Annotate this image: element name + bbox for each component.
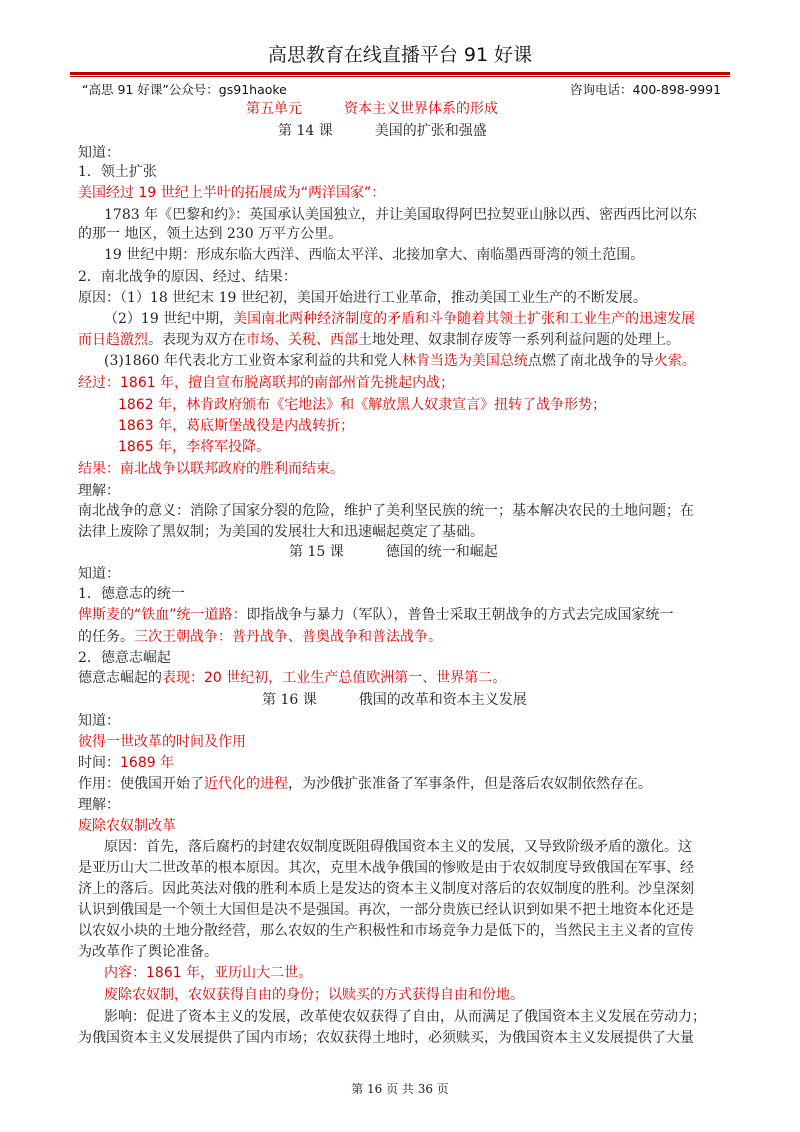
l14-para-1a: 1783 年《巴黎和约》：英国承认美国独立，并让美国取得阿巴拉契亚山脉以西、密西西比河以东	[104, 207, 698, 223]
l16-effect	[78, 774, 652, 794]
text-run-red: 火索。	[653, 353, 696, 369]
l16-reason-1: 原因：首先，落后腐朽的封建农奴制度既阻碍俄国资本主义的发展，又导致阶级矛盾的激化。这	[104, 839, 692, 855]
l14-cause-2a	[104, 309, 695, 329]
l14-process-1: 经过：1861 年，擅自宣布脱离联邦的南部州首先挑起内战；	[78, 375, 455, 391]
lesson16-title: 第 16 课 俄国的改革和资本主义发展	[262, 692, 527, 708]
l16-impact-2: 为俄国资本主义发展提供了国内市场；农奴获得土地时，必须赎买，为俄国资本主义发展提供了大量	[78, 1030, 694, 1046]
header-wechat: “高思 91 好课”公众号：gs91haoke	[82, 82, 287, 97]
text-run: 时间：	[78, 755, 120, 771]
l15-line-1	[78, 605, 674, 625]
text-run: ，为沙俄扩张准备了军事条件，但是落后农奴制依然存在。	[288, 776, 652, 792]
page-footer: 第 16 页 共 36 页	[351, 1082, 449, 1096]
text-run-red: 近代化的进程	[204, 776, 288, 792]
l14-heading-2: 2．南北战争的原因、经过、结果：	[78, 269, 297, 285]
text-run-red: 林肯当选为美国总统	[401, 353, 528, 369]
text-run-red: 而日趋激烈	[78, 332, 148, 348]
l16-zhidao: 知道：	[78, 713, 120, 729]
header-rule-thin	[70, 76, 730, 77]
l16-reason-5: 以农奴小块的土地分散经营，那么农奴的生产积极性和市场竞争力是低下的，当然民主主义者的宣传	[78, 923, 694, 939]
l14-meaning-2: 法律上废除了黑奴制；为美国的发展壮大和迅速崛起奠定了基础。	[78, 524, 484, 540]
l14-para-2: 19 世纪中期：形成东临大西洋、西临太平洋、北接加拿大、南临墨西哥湾的领土范围。	[104, 247, 645, 263]
l14-process-4: 1865 年，李将军投降。	[118, 439, 271, 455]
header-phone: 咨询电话：400-898-9991	[570, 82, 722, 97]
text-run: (3)1860 年代表北方工业资本家利益的共和党人	[104, 353, 402, 369]
text-run: 即指战争与暴力（军队），普鲁士采取王朝战争的方式去完成国家统一	[246, 607, 674, 623]
text-run-red: 美国南北两种经济制度的矛盾和斗争随着其领土扩张和工业生产的迅速发展	[233, 311, 696, 327]
l15-line-3	[78, 668, 506, 688]
header-rule	[70, 72, 730, 75]
l15-line-2	[78, 627, 442, 647]
l14-cause-3	[104, 351, 696, 371]
header-title: 高思教育在线直播平台 91 好课	[267, 44, 533, 66]
l14-red-1: 美国经过 19 世纪上半叶的拓展成为“两洋国家”：	[78, 185, 386, 201]
text-run: 德意志崛起的	[78, 670, 162, 686]
l14-cause-1: 原因：（1）18 世纪末 19 世纪初，美国开始进行工业革命，推动美国工业生产的不断发展。	[78, 290, 647, 306]
text-run-red: 市场、关税、西部	[246, 332, 358, 348]
text-run: （2）19 世纪中期，	[104, 311, 234, 327]
l16-red-2: 废除农奴制改革	[78, 818, 176, 834]
l16-abolish: 废除农奴制，农奴获得自由的身份；以赎买的方式获得自由和份地。	[104, 987, 524, 1003]
text-run: 的任务。	[78, 629, 134, 645]
text-run: 。表现为双方在	[148, 332, 246, 348]
l16-red-1: 彼得一世改革的时间及作用	[78, 734, 246, 750]
l14-lijie: 理解：	[78, 483, 120, 499]
lesson15-title: 第 15 课 德国的统一和崛起	[289, 544, 498, 560]
text-run-red: 俾斯麦的“铁血”统一道路：	[78, 607, 247, 623]
l14-meaning-1: 南北战争的意义：消除了国家分裂的危险，维护了美利坚民族的统一；基本解决农民的土地问题；在	[78, 503, 694, 519]
lesson14-title: 第 14 课 美国的扩张和强盛	[278, 123, 487, 139]
l14-para-1b: 的那一 地区，领土达到 230 万平方公里。	[78, 226, 343, 242]
unit-title: 第五单元 资本主义世界体系的形成	[246, 101, 498, 117]
l14-process-2: 1862 年，林肯政府颁布《宅地法》和《解放黑人奴隶宣言》扭转了战争形势；	[118, 397, 607, 413]
text-run-red: 1689 年	[120, 755, 175, 771]
l16-reason-6: 为改革作了舆论准备。	[78, 944, 218, 960]
l14-cause-2b	[78, 330, 680, 350]
l16-time	[78, 753, 174, 773]
l14-zhidao: 知道：	[78, 145, 120, 161]
text-run: 土地处理、奴隶制存废等一系列利益问题的处理上。	[358, 332, 680, 348]
l16-reason-2: 是亚历山大二世改革的根本原因。其次，克里木战争俄国的惨败是由于农奴制度导致俄国在军事、经	[78, 860, 694, 876]
l15-zhidao: 知道：	[78, 566, 120, 582]
l16-content: 内容：1861 年，亚历山大二世。	[104, 965, 313, 981]
l15-heading-1: 1．德意志的统一	[78, 586, 185, 602]
text-run: 作用：使俄国开始了	[78, 776, 204, 792]
l15-heading-2: 2．德意志崛起	[78, 650, 171, 666]
l16-lijie: 理解：	[78, 797, 120, 813]
l16-reason-3: 济上的落后。因此英法对俄的胜利本质上是发达的资本主义制度对落后的农奴制度的胜利。沙皇深刻	[78, 881, 694, 897]
l16-impact-1: 影响：促进了资本主义的发展，改革使农奴获得了自由，从而满足了俄国资本主义发展在劳动力；	[104, 1009, 706, 1025]
text-run-red: 表现：20 世纪初，工业生产总值欧洲第一、世界第二。	[162, 670, 507, 686]
text-run-red: 三次王朝战争：普丹战争、普奥战争和普法战争。	[134, 629, 442, 645]
l14-heading-1: 1．领土扩张	[78, 164, 157, 180]
l16-reason-4: 认识到俄国是一个领土大国但是决不是强国。再次，一部分贵族已经认识到如果不把土地资本化还是	[78, 902, 694, 918]
l14-process-3: 1863 年，葛底斯堡战役是内战转折；	[118, 418, 355, 434]
l14-result: 结果：南北战争以联邦政府的胜利而结束。	[78, 461, 344, 477]
text-run: 点燃了南北战争的导	[527, 353, 654, 369]
